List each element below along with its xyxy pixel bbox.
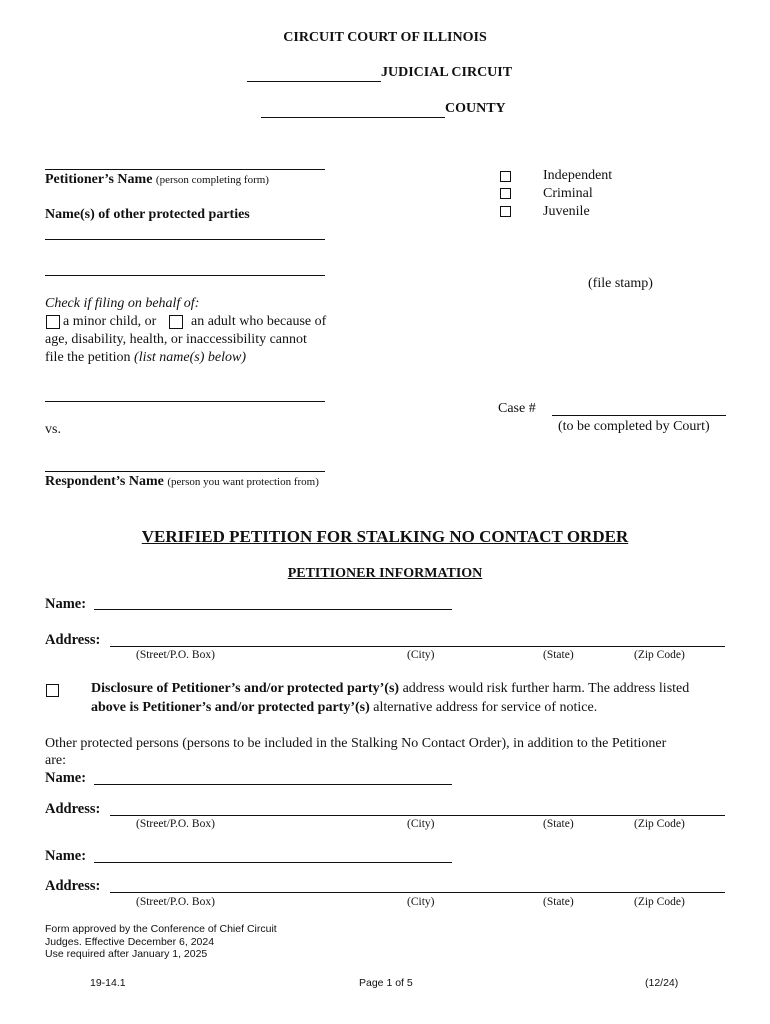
protected-party-line-2[interactable]	[45, 275, 325, 276]
adult-label-2: age, disability, health, or inaccessibility cannot	[45, 332, 307, 347]
form-title: VERIFIED PETITION FOR STALKING NO CONTACT ORDER	[141, 527, 629, 546]
addr-city-label: (City)	[407, 649, 435, 661]
addr-city-label: (City)	[407, 896, 435, 908]
file-stamp-label: (file stamp)	[588, 276, 653, 291]
vs-label: vs.	[45, 422, 61, 437]
county-label: COUNTY	[445, 101, 506, 116]
minor-child-label: a minor child, or	[63, 314, 157, 329]
other-protected-text-1: Other protected persons (persons to be included in the Stalking No Contact Order), in addition to the Petitioner	[45, 736, 667, 751]
addr-state-label: (State)	[543, 896, 574, 908]
other-address-2-label: Address:	[45, 878, 101, 894]
addr-state-label: (State)	[543, 818, 574, 830]
approval-line-1: Form approved by the Conference of Chief Circuit	[45, 923, 277, 935]
case-number-label: Case #	[498, 401, 536, 416]
disclosure-checkbox[interactable]	[46, 684, 59, 697]
approval-line-2: Judges. Effective December 6, 2024	[45, 935, 215, 948]
approval-line-3: Use required after January 1, 2025	[45, 948, 208, 960]
addr-zip-label: (Zip Code)	[634, 649, 685, 661]
case-number-field[interactable]	[552, 415, 726, 416]
addr-street-label: (Street/P.O. Box)	[136, 818, 215, 830]
criminal-checkbox[interactable]	[500, 188, 511, 199]
adult-label-3: file the petition (list name(s) below)	[45, 350, 247, 365]
adult-checkbox[interactable]	[169, 315, 183, 329]
other-address-1-label: Address:	[45, 801, 101, 817]
other-protected-text-2: are:	[45, 753, 66, 768]
behalf-name-line[interactable]	[45, 401, 325, 402]
case-number-note: (to be completed by Court)	[558, 419, 710, 434]
case-type-independent: Independent	[543, 168, 613, 183]
respondent-label: Respondent’s Name (person you want protection from)	[45, 474, 319, 489]
other-name-1-field[interactable]	[94, 784, 452, 785]
addr-city-label: (City)	[407, 818, 435, 830]
addr-state-label: (State)	[543, 649, 574, 661]
petitioner-label: Petitioner’s Name (person completing form)	[45, 172, 269, 187]
behalf-heading: Check if filing on behalf of:	[45, 296, 200, 311]
form-number: 19-14.1	[90, 977, 126, 989]
other-name-2-field[interactable]	[94, 862, 452, 863]
addr-zip-label: (Zip Code)	[634, 896, 685, 908]
circuit-label: JUDICIAL CIRCUIT	[381, 65, 513, 80]
minor-child-checkbox[interactable]	[46, 315, 60, 329]
protected-party-line-1[interactable]	[45, 239, 325, 240]
other-name-2-label: Name:	[45, 848, 87, 864]
circuit-blank[interactable]	[247, 81, 381, 82]
revision-date: (12/24)	[645, 977, 679, 989]
petitioner-address-field[interactable]	[110, 646, 725, 647]
section-heading: PETITIONER INFORMATION	[287, 566, 483, 581]
form-approval-note	[45, 923, 277, 961]
page-number: Page 1 of 5	[359, 977, 413, 989]
addr-street-label: (Street/P.O. Box)	[136, 896, 215, 908]
petitioner-name-label: Name:	[45, 596, 87, 612]
court-title: CIRCUIT COURT OF ILLINOIS	[283, 30, 487, 45]
case-type-juvenile: Juvenile	[543, 204, 590, 219]
other-name-1-label: Name:	[45, 770, 87, 786]
petitioner-name-line[interactable]	[45, 169, 325, 170]
petitioner-address-label: Address:	[45, 632, 101, 648]
addr-street-label: (Street/P.O. Box)	[136, 649, 215, 661]
adult-label-1: an adult who because of	[191, 314, 327, 329]
disclosure-line-2: above is Petitioner’s and/or protected party’(s) alternative address for service of notice.	[91, 700, 598, 715]
addr-zip-label: (Zip Code)	[634, 818, 685, 830]
county-blank[interactable]	[261, 117, 445, 118]
respondent-name-line[interactable]	[45, 471, 325, 472]
juvenile-checkbox[interactable]	[500, 206, 511, 217]
independent-checkbox[interactable]	[500, 171, 511, 182]
other-address-2-field[interactable]	[110, 892, 725, 893]
other-address-1-field[interactable]	[110, 815, 725, 816]
disclosure-line-1: Disclosure of Petitioner’s and/or protected party’(s) address would risk further harm. The address listed	[91, 681, 690, 696]
case-type-criminal: Criminal	[543, 186, 593, 201]
petitioner-name-field[interactable]	[94, 609, 452, 610]
protected-parties-label: Name(s) of other protected parties	[45, 207, 250, 222]
